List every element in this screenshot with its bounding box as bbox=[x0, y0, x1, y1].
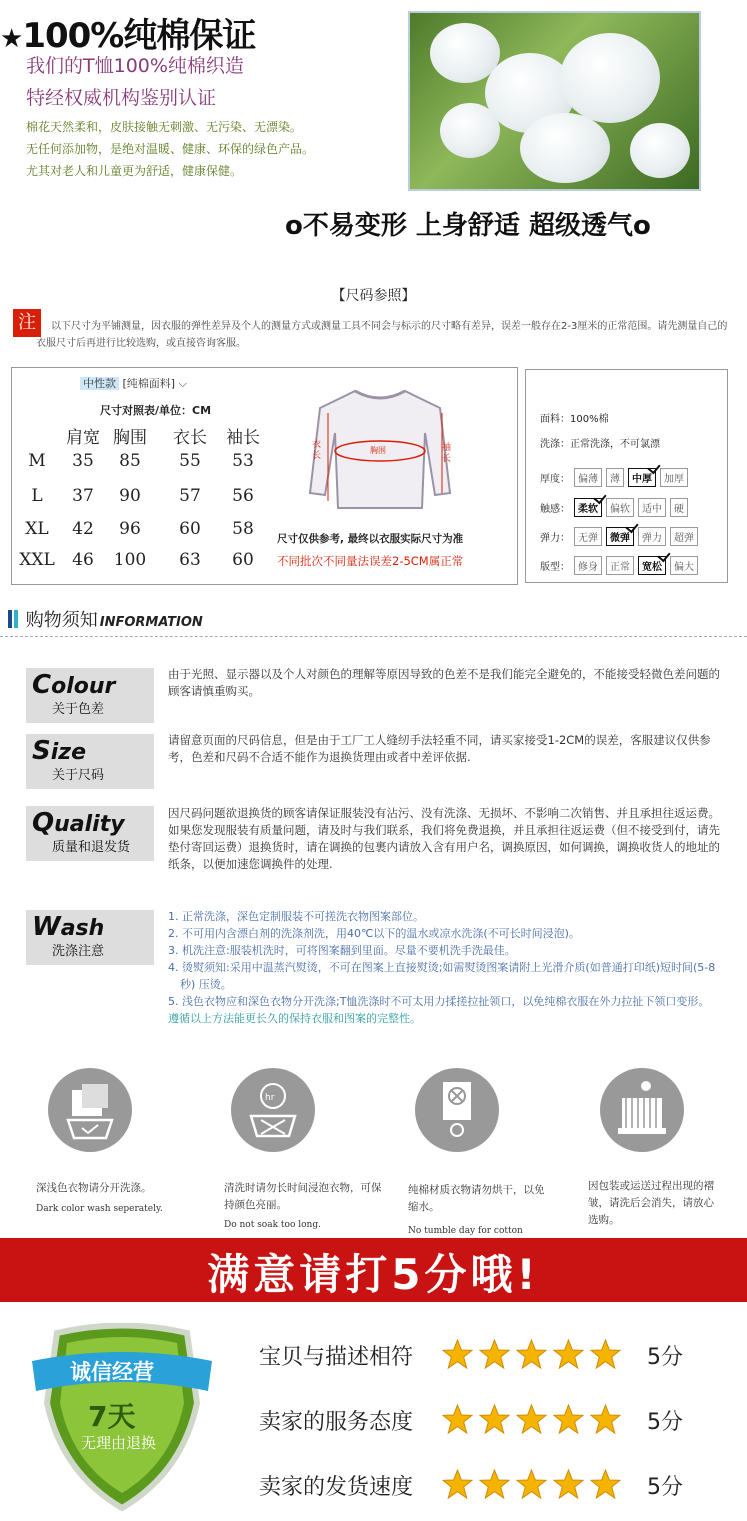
size-cell: 46 bbox=[72, 550, 94, 570]
size-cell: 57 bbox=[179, 486, 201, 506]
property-option: 加厚 bbox=[660, 468, 688, 487]
length-label: 衣长 bbox=[312, 440, 322, 461]
rating-label: 卖家的服务态度 bbox=[259, 1410, 414, 1435]
property-option: 薄 bbox=[606, 468, 624, 487]
tag-fabric: [纯棉面料] bbox=[122, 377, 176, 390]
size-cell: 37 bbox=[72, 486, 94, 506]
wash-item: 4. 烫熨须知:采用中温蒸汽熨烫，不可在图案上直接熨烫;如需熨烫图案请附上光滑介质(如普通打印纸)短时间(5-8秒) 压烫。 bbox=[168, 961, 716, 991]
rating-star-icon bbox=[590, 1339, 621, 1370]
size-cell: 85 bbox=[119, 451, 141, 471]
rating-star-icon bbox=[553, 1404, 584, 1435]
rating-score: 5分 bbox=[647, 1410, 683, 1435]
quality-label: Quality 质量和退发货 bbox=[26, 806, 154, 861]
size-cell: 53 bbox=[232, 451, 254, 471]
size-col-header: 胸围 bbox=[113, 428, 147, 448]
hero-subtitle-2: 特经权威机构鉴别认证 bbox=[26, 87, 217, 109]
property-label: 厚度： bbox=[540, 474, 570, 485]
colour-text: 由于光照、显示器以及个人对颜色的理解等原因导致的色差不是我们能完全避免的，不能接受轻微色差问题的顾客请慎重购买。 bbox=[168, 667, 720, 698]
size-col-header: 衣长 bbox=[173, 428, 207, 448]
property-option: 柔软 bbox=[574, 498, 602, 517]
tag-unisex: 中性款 bbox=[80, 377, 119, 390]
rating-star-icon bbox=[590, 1404, 621, 1435]
rating-star-icon bbox=[516, 1469, 547, 1500]
size-note: 以下尺寸为平铺测量，因衣服的弹性差异及个人的测量方式或测量工具不同会与标示的尺寸略有差异，误差一般存在2-3厘米的正常范围。请先测量自己的衣服尺寸后再进行比较选购，或直接咨询客服。 bbox=[36, 321, 728, 349]
care-caption-1: 深浅色衣物请分开洗涤。 bbox=[36, 1182, 152, 1194]
rating-star-icon bbox=[516, 1339, 547, 1370]
property-option: 宽松 bbox=[638, 556, 666, 575]
care-caption-4: 因包装或运送过程出现的褶皱，请洗后会消失，请放心选购。 bbox=[588, 1180, 714, 1226]
info-title: 购物须知 INFORMATION bbox=[8, 606, 203, 632]
wash-label: Wash 洗涤注意 bbox=[26, 910, 154, 965]
banner-text: 满意请打5分哦! bbox=[207, 1250, 540, 1299]
size-row-label: M bbox=[28, 451, 46, 471]
shield-top: 诚信经营 bbox=[70, 1360, 154, 1384]
property-label: 弹力： bbox=[540, 533, 570, 544]
property-option: 无弹 bbox=[574, 527, 602, 546]
rating-label: 宝贝与描述相符 bbox=[259, 1345, 414, 1370]
slogan: o不易变形 上身舒适 超级透气o bbox=[285, 211, 651, 241]
size-col-header: 袖长 bbox=[226, 428, 260, 448]
size-row-label: XXL bbox=[19, 550, 55, 570]
colour-label: Colour 关于色差 bbox=[26, 668, 154, 723]
size-caption-1: 尺寸仅供参考, 最终以衣服实际尺寸为准 bbox=[277, 533, 464, 545]
property-row bbox=[540, 498, 692, 517]
hanger-icon bbox=[600, 1068, 684, 1152]
hero-text-1: 棉花天然柔和，皮肤接触无刺激、无污染、无漂染。 bbox=[26, 120, 303, 134]
hero-text-3: 尤其对老人和儿童更为舒适，健康保健。 bbox=[26, 164, 243, 178]
cotton-photo bbox=[408, 11, 701, 191]
rating-star-icon bbox=[479, 1339, 510, 1370]
rating-star-icon bbox=[590, 1469, 621, 1500]
care-caption-2: 清洗时请勿长时间浸泡衣物，可保持颜色亮丽。 bbox=[224, 1182, 382, 1211]
washing-text: 洗涤：正常洗涤，不可氯漂 bbox=[540, 439, 660, 450]
hero-title: ★100%纯棉保证 bbox=[0, 16, 256, 56]
size-caption-2: 不同批次不同量法误差2-5CM属正常 bbox=[277, 554, 464, 568]
rating-star-icon bbox=[553, 1339, 584, 1370]
separate-wash-icon bbox=[48, 1068, 132, 1152]
size-cell: 96 bbox=[119, 519, 141, 539]
rating-score: 5分 bbox=[647, 1345, 683, 1370]
wash-item: 5. 浅色衣物应和深色衣物分开洗涤;T恤洗涤时不可太用力揉搓拉扯领口，以免纯棉衣服在外力拉扯下领口变形。 bbox=[168, 995, 710, 1008]
chevron-down-icon: ⌵ bbox=[178, 377, 187, 390]
size-cell: 55 bbox=[179, 451, 201, 471]
fabric-properties-box bbox=[525, 369, 728, 583]
hero-subtitle-1: 我们的T恤100%纯棉织造 bbox=[26, 55, 244, 77]
shield-small: 无理由退换 bbox=[81, 1434, 157, 1452]
property-option: 弹力 bbox=[638, 527, 666, 546]
quality-text: 因尺码问题欲退换货的顾客请保证服装没有沾污、没有洗涤、无损坏、不影响二次销售、并且承担往返运费。如果您发现服装有质量问题，请及时与我们联系，我们将免费退换，并且承担往返运费（但不接受到付，请先垫付寄回运费）退换货时，请在调换的包裹内请放入含有用户名，调换原因，如何调换，调换收货人的地址的纸条，以便加速您调换件的处理. bbox=[168, 806, 720, 871]
chest-label: 胸围 bbox=[370, 446, 386, 455]
size-cell: 56 bbox=[232, 486, 254, 506]
rating-label: 卖家的发货速度 bbox=[259, 1475, 414, 1500]
size-col-header: 肩宽 bbox=[66, 428, 100, 448]
note-mark: 注 bbox=[13, 309, 41, 337]
size-row-label: L bbox=[31, 486, 43, 506]
wash-item: 2. 不可用内含漂白剂的洗涤剂洗，用40℃以下的温水或凉水洗涤(不可长时间浸泡)。 bbox=[168, 927, 580, 940]
property-label: 触感： bbox=[540, 504, 570, 515]
property-option: 微弹 bbox=[606, 527, 634, 546]
shield-big: 7天 bbox=[88, 1400, 136, 1433]
size-cell: 63 bbox=[179, 550, 201, 570]
rating-star-icon bbox=[442, 1469, 473, 1500]
property-option: 正常 bbox=[606, 556, 634, 575]
size-row-label: XL bbox=[25, 519, 49, 539]
wash-text bbox=[168, 908, 728, 1027]
size-heading: 【尺码参照】 bbox=[331, 288, 416, 304]
rating-score: 5分 bbox=[647, 1475, 683, 1500]
size-table-title: 尺寸对照表/单位：CM bbox=[100, 404, 212, 417]
size-info-text: 请留意页面的尺码信息，但是由于工厂工人缝纫手法轻重不同，请买家接受1-2CM的误差，客服建议仅供参考，色差和尺码不合适不能作为退换货理由或者中差评依据. bbox=[168, 733, 711, 764]
size-cell: 35 bbox=[72, 451, 94, 471]
rating-star-icon bbox=[479, 1469, 510, 1500]
hero-text-2: 无任何添加物，是绝对温暖、健康、环保的绿色产品。 bbox=[26, 142, 315, 156]
care-caption-2-en: Do not soak too long. bbox=[224, 1220, 321, 1230]
property-option: 修身 bbox=[574, 556, 602, 575]
svg-text:hr: hr bbox=[265, 1093, 275, 1103]
property-option: 偏软 bbox=[606, 498, 634, 517]
rating-star-icon bbox=[442, 1404, 473, 1435]
care-caption-3: 纯棉材质衣物请勿烘干，以免缩水。 bbox=[408, 1184, 545, 1213]
property-option: 偏大 bbox=[670, 556, 698, 575]
size-cell: 60 bbox=[232, 550, 254, 570]
wash-footer: 遵循以上方法能更长久的保持衣服和图案的完整性。 bbox=[168, 1012, 421, 1025]
property-option: 适中 bbox=[638, 498, 666, 517]
property-option: 超弹 bbox=[670, 527, 698, 546]
star-icon: ★ bbox=[0, 24, 23, 54]
property-row bbox=[540, 468, 692, 487]
care-caption-1-en: Dark color wash seperately. bbox=[36, 1204, 163, 1214]
care-caption-3-en: No tumble day for cotton bbox=[408, 1226, 523, 1236]
size-cell: 90 bbox=[119, 486, 141, 506]
rating-star-icon bbox=[442, 1339, 473, 1370]
size-cell: 42 bbox=[72, 519, 94, 539]
property-row bbox=[540, 556, 702, 575]
fabric-text: 面料：100%棉 bbox=[540, 414, 609, 425]
divider bbox=[0, 636, 747, 637]
no-soak-icon bbox=[231, 1068, 315, 1152]
rating-star-icon bbox=[516, 1404, 547, 1435]
rating-star-icon bbox=[479, 1404, 510, 1435]
property-option: 偏薄 bbox=[574, 468, 602, 487]
rating-star-icon bbox=[553, 1469, 584, 1500]
wash-item: 1. 正常洗涤，深色定制服装不可搓洗衣物图案部位。 bbox=[168, 910, 424, 923]
property-label: 版型： bbox=[540, 562, 570, 573]
size-cell: 60 bbox=[179, 519, 201, 539]
size-tags bbox=[80, 375, 187, 391]
property-option: 硬 bbox=[670, 498, 688, 517]
wash-item: 3. 机洗注意:服装机洗时，可将图案翻到里面。尽量不要机洗手洗最佳。 bbox=[168, 944, 516, 957]
property-row bbox=[540, 527, 702, 546]
sleeve-label: 袖长 bbox=[442, 443, 452, 464]
property-option: 中厚 bbox=[628, 468, 656, 487]
size-cell: 100 bbox=[113, 550, 147, 570]
size-label: Size 关于尺码 bbox=[26, 734, 154, 789]
size-cell: 58 bbox=[232, 519, 254, 539]
no-tumble-dry-icon bbox=[415, 1068, 499, 1152]
